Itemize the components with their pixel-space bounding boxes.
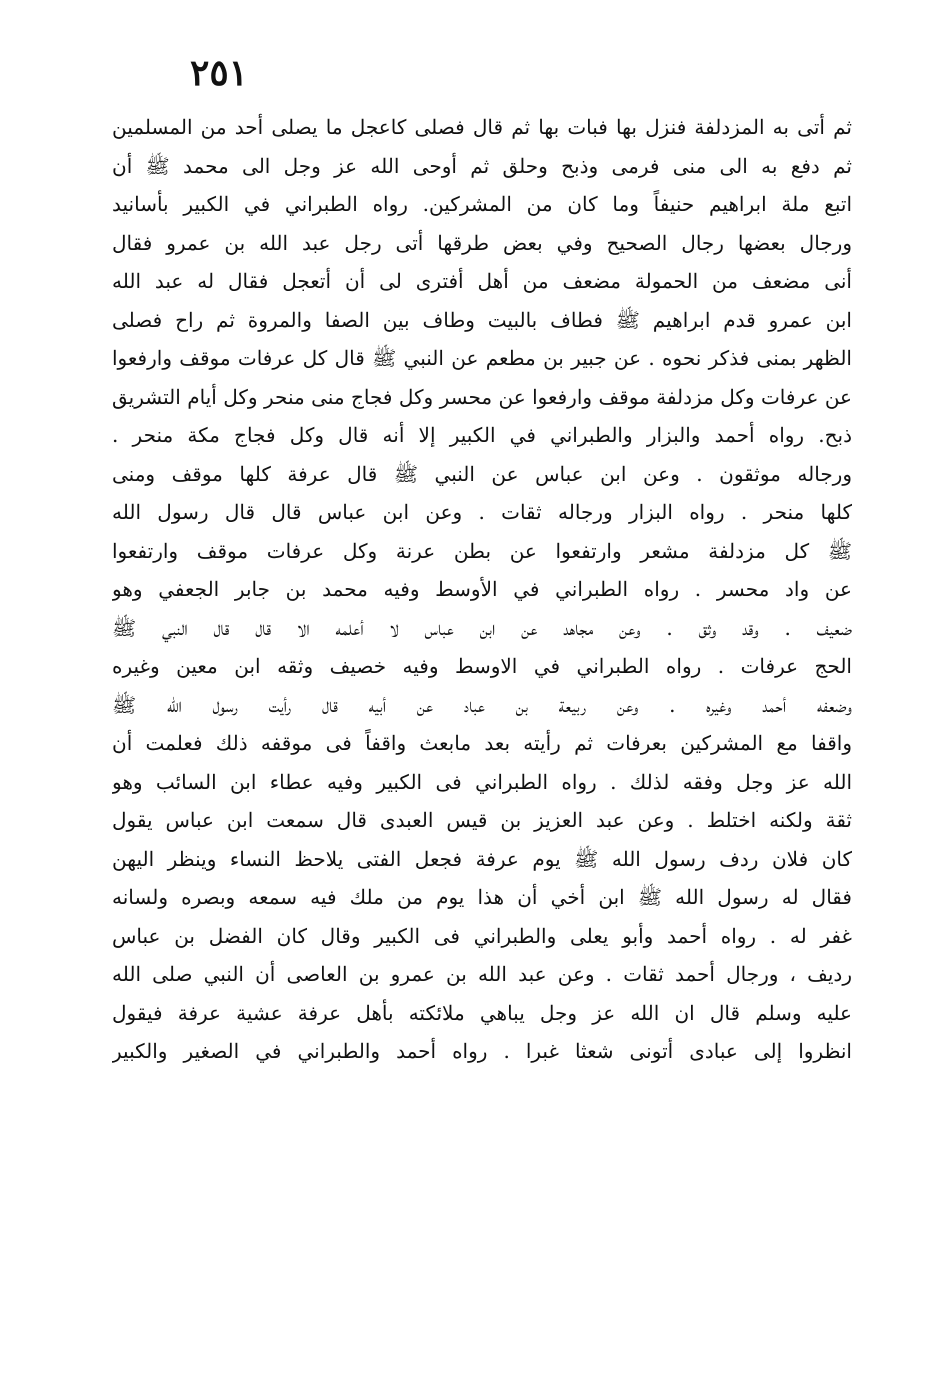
text-line: ضعيف . وقد وثق . وعن مجاهد عن ابن عباس لا أعلمه الا قال قال النبي ﷺ [112, 615, 852, 640]
body-text [112, 108, 852, 1278]
text-line: عن واد محسر . رواه الطبراني في الأوسط وفيه محمد بن جابر الجعفي وهو [112, 577, 852, 601]
text-line: الحج عرفات . رواه الطبراني في الاوسط وفيه خصيف وثقه ابن معين وغيره [112, 654, 852, 678]
text-line: وضعفه أحمد وغيره . وعن ربيعة بن عباد عن أبيه قال رأيت رسول الله ﷺ [112, 692, 852, 717]
text-line: غفر له . رواه أحمد وأبو يعلى والطبراني فى الكبير وقال كان الفضل بن عباس [112, 923, 852, 948]
text-line: واقفا مع المشركين بعرفات ثم رأيته بعد مابعث واقفاً فى موقفه ذلك فعلمت أن [112, 731, 852, 755]
text-line: ورجاله موثقون . وعن ابن عباس عن النبي ﷺ قال عرفة كلها موقف ومنى [112, 461, 852, 486]
text-line: ذبح. رواه أحمد والبزار والطبراني في الكبير إلا أنه قال وكل فجاج مكة منحر . [112, 423, 852, 447]
text-line: انظروا إلى عبادى أتونى شعثا غبرا . رواه أحمد والطبراني في الصغير والكبير [112, 1039, 852, 1063]
text-line: كلها منحر . رواه البزار ورجاله ثقات . وعن ابن عباس قال قال رسول الله [112, 500, 852, 524]
page-number: ٢٥١ [190, 52, 249, 94]
text-line: فقال له رسول الله ﷺ ابن أخي أن هذا يوم من ملك فيه سمعه وبصره ولسانه [112, 885, 852, 909]
text-line: الظهر بمنى فذكر نحوه . عن جبير بن مطعم عن النبي ﷺ قال كل عرفات موقف وارفعوا [112, 346, 852, 370]
text-line: ورجال بعضها رجال الصحيح وفي بعض طرقها أتى رجل عبد الله بن عمرو فقال [112, 230, 852, 255]
text-line: أنى مضعف من الحمولة مضعف من أهل أفترى لى أن أتعجل فقال له عبد الله [112, 269, 852, 293]
text-line: الله عز وجل وفقه لذلك . رواه الطبراني فى الكبير وفيه عطاء ابن السائب وهو [112, 769, 852, 794]
text-line: عن عرفات وكل مزدلفة موقف وارفعوا عن محسر وكل فجاج منى منحر وكل أيام التشريق [112, 384, 852, 409]
text-line: ثم دفع به الى منى فرمى وذبح وحلق ثم أوحى الله عز وجل الى محمد ﷺ أن [112, 153, 852, 178]
text-line: عليه وسلم قال ان الله عز وجل يباهي ملائكته بأهل عرفة عشية عرفة فيقول [112, 1000, 852, 1025]
text-line: اتبع ملة ابراهيم حنيفاً وما كان من المشركين. رواه الطبراني في الكبير بأسانيد [112, 192, 852, 216]
text-line: ﷺ كل مزدلفة مشعر وارتفعوا عن بطن عرنة وكل عرفات موقف وارتفعوا [112, 538, 852, 563]
text-line: ثقة ولكنه اختلط . وعن عبد العزيز بن قيس العبدى قال سمعت ابن عباس يقول [112, 808, 852, 832]
text-line: رديف ، ورجال أحمد ثقات . وعن عبد الله بن عمرو بن العاصى أن النبي صلى الله [112, 962, 852, 986]
text-line: كان فلان ردف رسول الله ﷺ يوم عرفة فجعل الفتى يلاحظ النساء وينظر اليهن [112, 846, 852, 871]
text-line: ابن عمرو قدم ابراهيم ﷺ فطاف بالبيت وطاف بين الصفا والمروة ثم راح فصلى [112, 307, 852, 332]
text-line: ثم أتى به المزدلفة فنزل بها فبات بها ثم قال فصلى كاعجل ما يصلى أحد من المسلمين [112, 115, 852, 139]
